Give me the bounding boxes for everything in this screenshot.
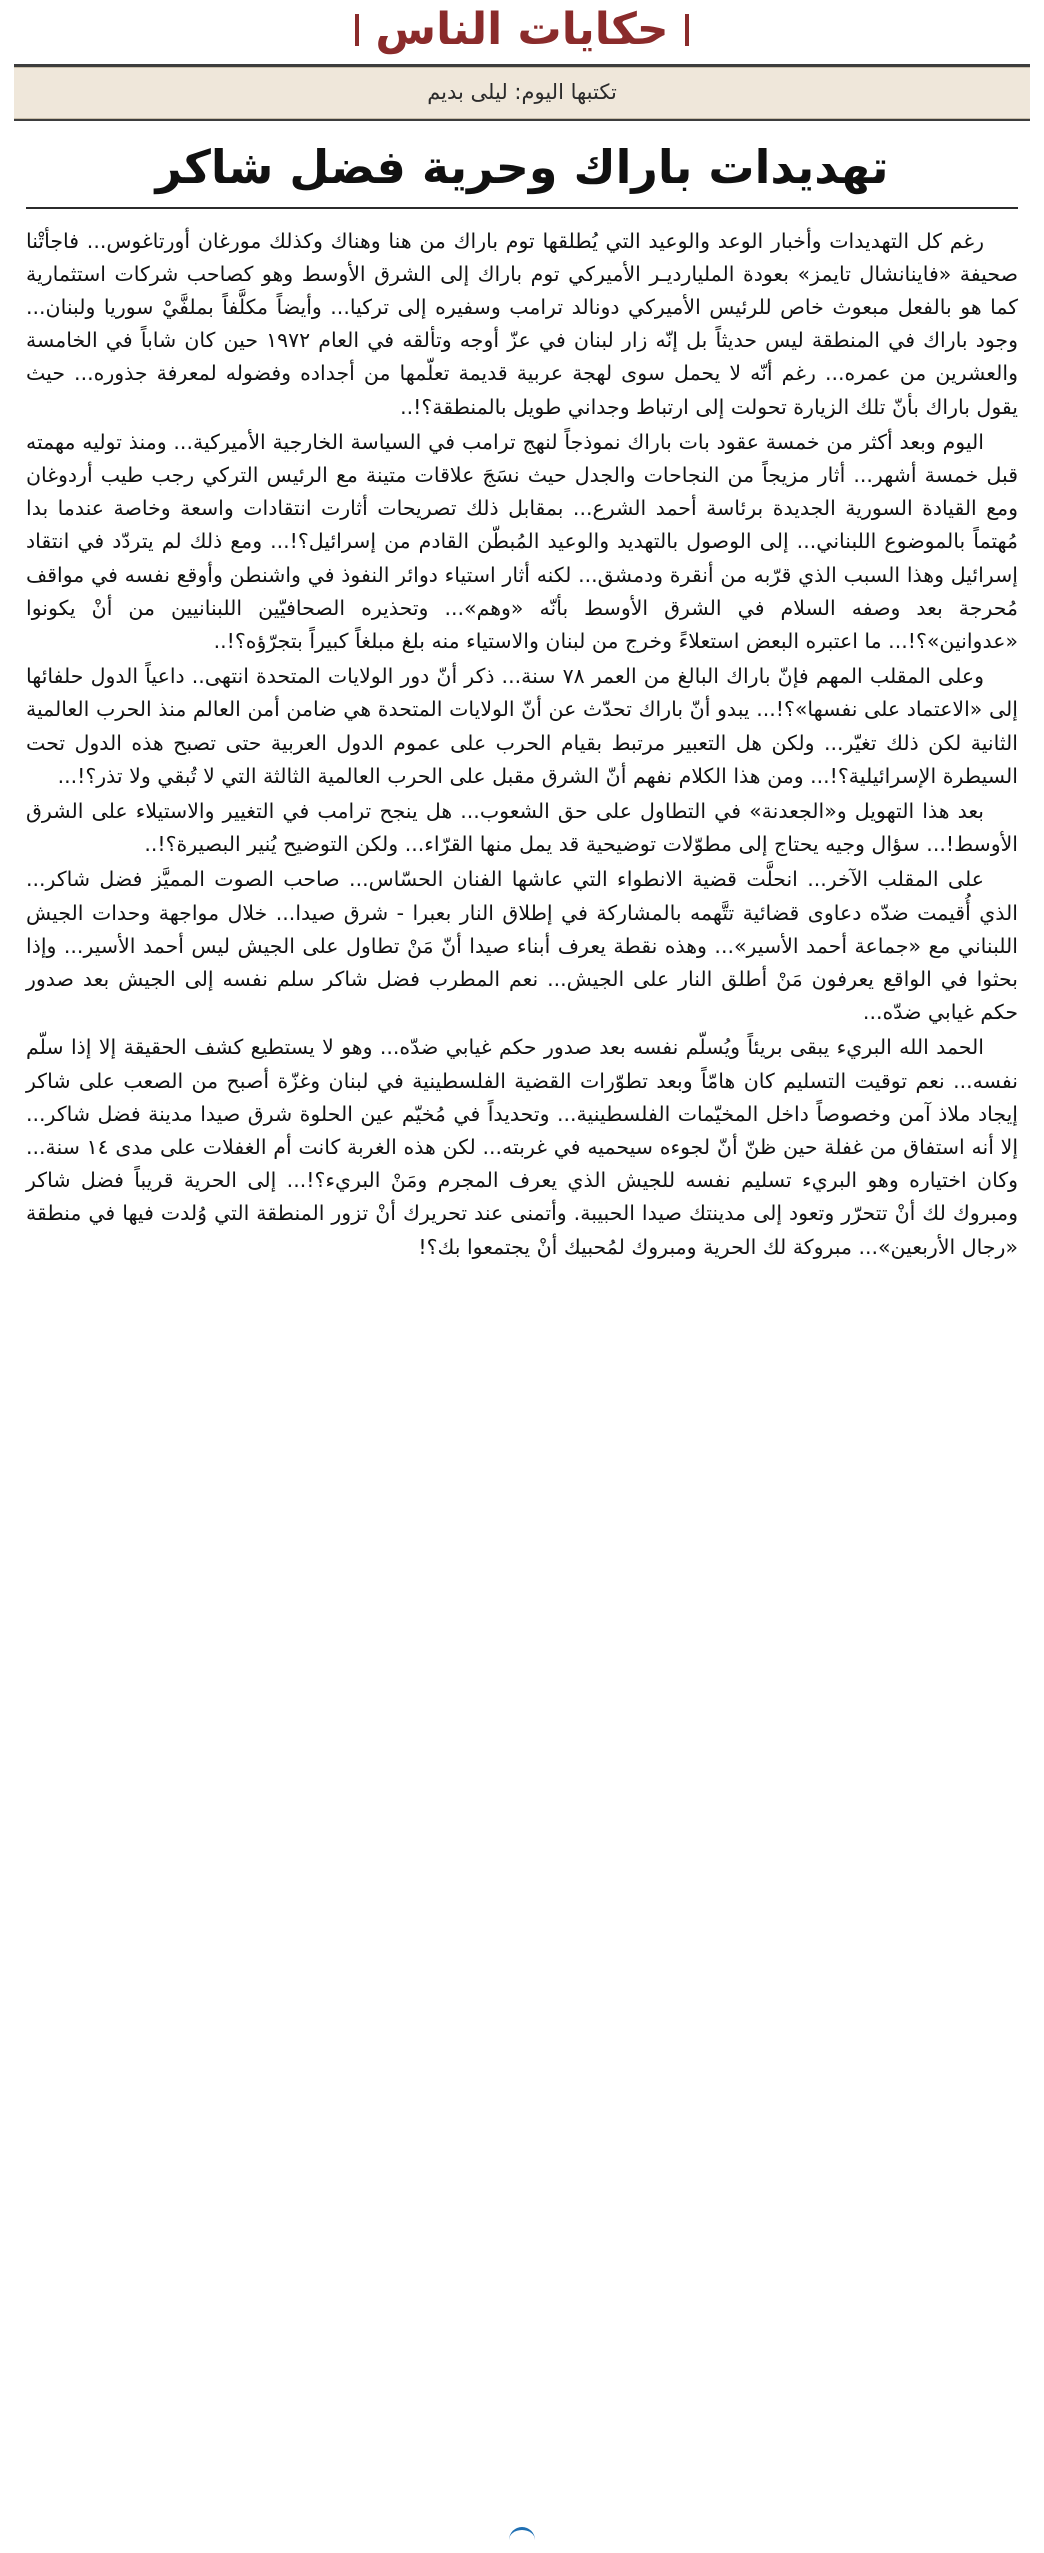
article-paragraph: بعد هذا التهويل و«الجعدنة» في التطاول على حق الشعوب... هل ينجح ترامب في التغيير والاستيلاء على الشرق الأوسط!... سؤال وجيه يحتاج إلى مطوّلات توضيحية قد يمل منها القرّاء... ولكن التوضيح يُنير البصيرة؟!..	[26, 798, 1018, 857]
byline-band	[14, 67, 1030, 119]
footer-arc-icon	[509, 2527, 535, 2542]
page-title: تهديدات باراك وحرية فضل شاكر	[155, 140, 889, 194]
article-body	[26, 225, 1018, 1264]
publication-logo: حكايات الناس	[349, 6, 694, 56]
byline-divider	[14, 119, 1030, 121]
footer-mark	[0, 2527, 1044, 2547]
byline-text: تكتبها اليوم: ليلى بديم	[427, 80, 617, 104]
article-paragraph: رغم كل التهديدات وأخبار الوعد والوعيد التي يُطلقها توم باراك من هنا وهناك وكذلك مورغان أورتاغوس... فاجأتْنا صحيفة «فاينانشال تايمز» بعودة المليارديـر الأميركي توم باراك إلى الشرق الأوسط وهو كصاحب شركات استثمارية كما هو بالفعل مبعوث خاص للرئيس الأميركي دونالد ترامب وسفيره إلى تركيا... وأيضاً مكلَّفاً بملفَّيْ سوريا ولبنان... وجود باراك في المنطقة ليس حديثاً بل إنّه زار لبنان في عزّ أوجه وتألقه في العام ١٩٧٢ حين كان شاباً في الخامسة والعشرين من عمره... رغم أنّه لا يحمل سوى لهجة عربية قديمة تعلّمها من أجداده وفضوله لمعرفة جذوره... حيث يقول باراك بأنّ تلك الزيارة تحولت إلى ارتباط وجداني طويل بالمنطقة؟!..	[26, 228, 1019, 419]
article-paragraph: وعلى المقلب المهم فإنّ باراك البالغ من العمر ٧٨ سنة... ذكر أنّ دور الولايات المتحدة انتهى.. داعياً الدول حلفائها إلى «الاعتماد على نفسها»؟!... يبدو أنّ باراك تحدّث عن أنّ الولايات المتحدة هي ضامن أمن العالم منذ الحرب العالمية الثانية لكن ذلك تغيّر... ولكن هل التعبير مرتبط بقيام الحرب على عموم الدول العربية حتى تصبح هذه الدول تحت السيطرة الإسرائيلية؟!... ومن هذا الكلام نفهم أنّ الشرق مقبل على الحرب العالمية الثالثة التي لا تُبقي ولا تذر؟!...	[26, 664, 1018, 788]
masthead	[0, 0, 1044, 60]
headline-divider	[26, 207, 1018, 209]
article-paragraph: الحمد الله البريء يبقى بريئاً ويُسلّم نفسه بعد صدور حكم غيابي ضدّه... وهو لا يستطيع كشف الحقيقة إلا إذا سلّم نفسه... نعم توقيت التسليم كان هامّاً وبعد تطوّرات القضية الفلسطينية في لبنان وغزّة أصبح من الصعب على شاكر إيجاد ملاذ آمن وخصوصاً داخل المخيّمات الفلسطينية... وتحديداً في مُخيّم عين الحلوة شرق صيدا مدينة فضل شاكر... إلا أنه استفاق من غفلة حين ظنّ أنّ لجوءه سيحميه في غربته... لكن هذه الغربة كانت أم الغفلات على مدى ١٤ سنة... وكان اختياره وهو البريء تسليم نفسه للجيش الذي يعرف المجرم ومَنْ البريء؟!... إلى الحرية قريباً فضل شاكر ومبروك لك أنْ تتحرّر وتعود إلى مدينتك صيدا الحبيبة. وأتمنى عند تحريرك أنْ تزور المنطقة التي وُلدت فيها في منطقة «رجال الأربعين»... مبروكة لك الحرية ومبروك لمُحبيك أنْ يجتمعوا بك؟!	[26, 1035, 1019, 1259]
article-paragraph: اليوم وبعد أكثر من خمسة عقود بات باراك نموذجاً لنهج ترامب في السياسة الخارجية الأميركية... ومنذ توليه مهمته قبل خمسة أشهر... أثار مزيجاً من النجاحات والجدل حيث نسَجَ علاقات متينة مع الرئيس التركي رجب طيب أردوغان ومع القيادة السورية الجديدة برئاسة أحمد الشرع... بمقابل ذلك تصريحات أثارت انتقادات واسعة وخاصة عندما بدا مُهتماً بالموضوع اللبناني... إلى الوصول بالتهديد والوعيد المُبطّن القادم من إسرائيل؟!... ومع ذلك لم يتردّد في انتقاد إسرائيل وهذا السبب الذي قرّبه من أنقرة ودمشق... لكنه أثار استياء دوائر النفوذ في واشنطن وأوقع نفسه في مواقف مُحرجة بعد وصفه السلام في الشرق الأوسط بأنّه «وهم»... وتحذيره الصحافيّين اللبنانيين من أنْ يكونوا «عدوانين»؟!... ما اعتبره البعض استعلاءً وخرج من لبنان والاستياء منه بلغ مبلغاً كبيراً بتجرّؤه؟!..	[26, 429, 1018, 653]
article-paragraph: على المقلب الآخر... انحلَّت قضية الانطواء التي عاشها الفنان الحسّاس... صاحب الصوت المميَّز فضل شاكر... الذي أُقيمت ضدّه دعاوى قضائية تتَّهمه بالمشاركة في إطلاق النار بعبرا - شرق صيدا... خلال مواجهة وحدات الجيش اللبناني مع «جماعة أحمد الأسير»... وهذه نقطة يعرف أبناء صيدا أنّ مَنْ تطاول على الجيش ليس أحمد الأسير... وإذا بحثوا في الواقع يعرفون مَنْ أطلق النار على الجيش... نعم المطرب فضل شاكر سلم نفسه إلى الجيش بعد صدور حكم غيابي ضدّه...	[26, 867, 1018, 1025]
